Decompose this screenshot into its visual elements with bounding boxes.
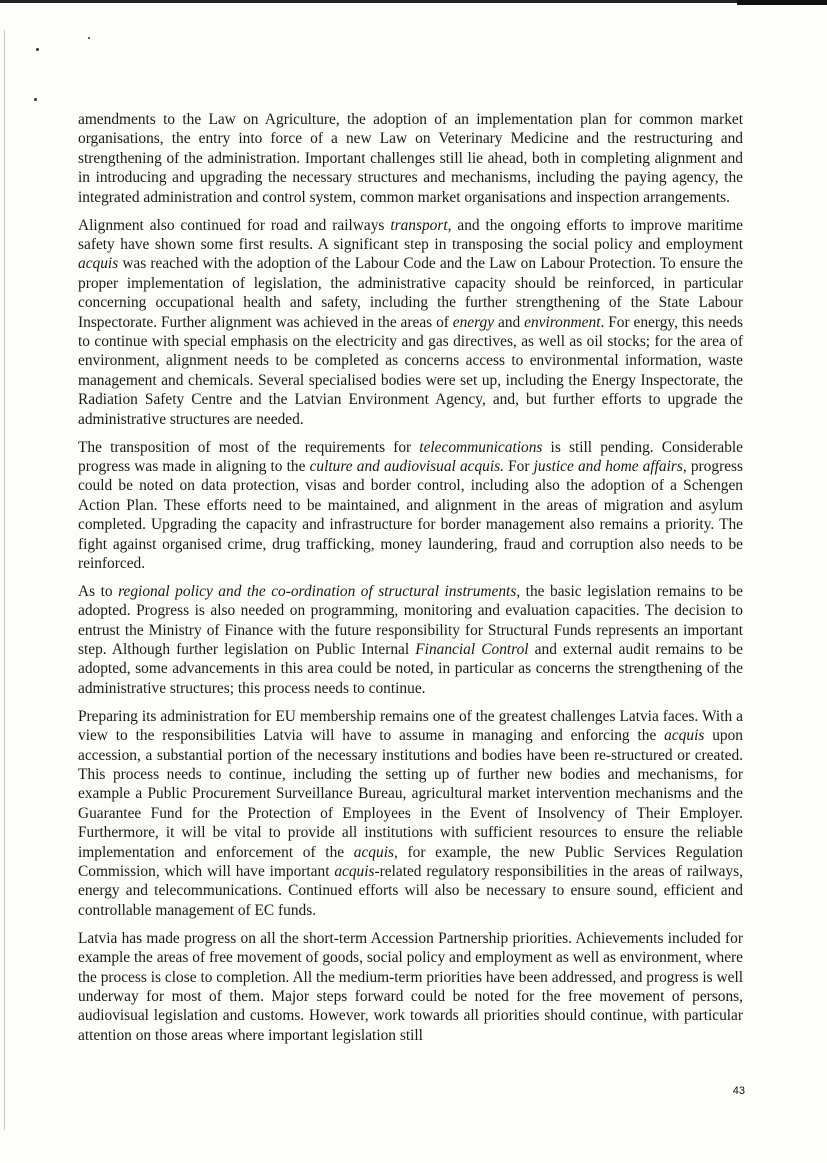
- text-run: , the basic legislation remains to be adopted. Progress is also needed on programming, monitoring and evaluation capacities. The decision to entrust the Ministry of Finance with the future responsibility for Structural Funds represents an important step. Although further legislation on Public Internal: [78, 582, 743, 659]
- paragraph-regional-policy: [78, 582, 743, 698]
- scan-speck: [34, 98, 37, 101]
- document-body: [78, 110, 743, 1054]
- text-run: amendments to the Law on Agriculture, the adoption of an implementation plan for common market organisations, the entry into force of a new Law on Veterinary Medicine and the restructuring and strengthening of the administration. Important challenges still lie ahead, both in completing alignment and in introducing and upgrading the necessary structures and mechanisms, including the paying agency, the integrated administration and control system, common market organisations and inspection arrangements.: [78, 111, 743, 206]
- italic-term: telecommunications: [419, 438, 543, 456]
- text-run: and: [494, 313, 525, 331]
- text-run: . For energy, this needs to continue with special emphasis on the electricity and gas directives, as well as oil stocks; for the area of environment, alignment needs to be completed as concerns access to environmental information, waste management and chemicals. Several specialised bodies were set up, including the Energy Inspectorate, the Radiation Safety Centre and the Latvian Environment Agency, and, but further efforts to upgrade the administrative structures are needed.: [78, 313, 743, 428]
- text-run: Preparing its administration for EU membership remains one of the greatest challenges Latvia faces. With a view to the responsibilities Latvia will have to assume in managing and enforcing the: [78, 707, 743, 745]
- italic-term: acquis: [334, 863, 375, 881]
- italic-term: regional policy and the co-ordination of structural instruments: [118, 582, 517, 600]
- italic-term: acquis: [664, 727, 705, 745]
- text-run: For: [503, 457, 534, 475]
- text-run: Latvia has made progress on all the short-term Accession Partnership priorities. Achievements included for example the areas of free movement of goods, social policy and employment as well as environment, where the process is close to completion. All the medium-term priorities have been addressed, and progress is well underway for most of them. Major steps forward could be noted for the free movement of persons, audiovisual legislation and customs. However, work towards all priorities should continue, with particular attention on those areas where important legislation still: [78, 929, 743, 1044]
- italic-term: transport: [390, 216, 448, 234]
- text-run: As to: [78, 582, 119, 600]
- italic-term: Financial Control: [415, 641, 529, 659]
- text-run: Alignment also continued for road and railways: [78, 216, 391, 234]
- paragraph-administration: [78, 707, 743, 920]
- page-number: 43: [732, 1085, 745, 1097]
- italic-term: justice and home affairs: [533, 457, 683, 475]
- text-run: and external audit remains to be adopted, some advancements in this area could be noted, in particular as concerns the strengthening of the administrative structures; this process needs to continue.: [78, 641, 743, 697]
- top-border-line: [0, 0, 827, 3]
- text-run: The transposition of most of the requirements for: [78, 438, 420, 456]
- italic-term: acquis: [78, 255, 119, 273]
- left-scan-edge: [4, 30, 5, 1130]
- text-run: , for example, the new Public Services Regulation Commission, which will have important: [78, 843, 743, 881]
- text-run: was reached with the adoption of the Labour Code and the Law on Labour Protection. To ensure the proper implementation of legislation, the administrative capacity should be reinforced, in particular concerning occupational health and safety, including the further strengthening of the State Labour Inspectorate. Further alignment was achieved in the areas of: [78, 255, 743, 331]
- top-border-accent: [737, 0, 827, 5]
- text-run: upon accession, a substantial portion of the necessary institutions and bodies have been re-structured or created. This process needs to continue, including the setting up of further new bodies and mechanisms, for example a Public Procurement Surveillance Bureau, agricultural market intervention mechanisms and the Guarantee Fund for the Protection of Employees in the Event of Insolvency of Their Employer. Furthermore, it will be vital to provide all institutions with sufficient resources to ensure the reliable implementation and enforcement of the: [78, 727, 743, 861]
- paragraph-accession-priorities: [78, 929, 743, 1045]
- italic-term: culture and audiovisual acquis.: [309, 457, 504, 475]
- scan-speck: [88, 37, 90, 39]
- paragraph-transport-energy-environment: [78, 216, 743, 429]
- italic-term: acquis: [353, 843, 394, 861]
- text-run: is still pending. Considerable progress was made in aligning to the: [78, 438, 743, 475]
- paragraph-agriculture: [78, 110, 743, 207]
- italic-term: environment: [524, 313, 601, 331]
- text-run: -related regulatory responsibilities in the areas of railways, energy and telecommunications. Continued efforts will also be necessary to ensure sound, efficient and controllable management of EC funds.: [78, 863, 743, 919]
- text-run: , and the ongoing efforts to improve maritime safety have shown some first results. A significant step in transposing the social policy and employment: [78, 216, 743, 253]
- scan-speck: [36, 48, 39, 51]
- text-run: , progress could be noted on data protection, visas and border control, including also the adoption of a Schengen Action Plan. These efforts need to be maintained, and alignment in the areas of migration and asylum completed. Upgrading the capacity and infrastructure for border management also remains a priority. The fight against organised crime, drug trafficking, money laundering, fraud and corruption also needs to be reinforced.: [78, 457, 744, 572]
- italic-term: energy: [452, 313, 495, 331]
- paragraph-telecom-justice: [78, 438, 743, 574]
